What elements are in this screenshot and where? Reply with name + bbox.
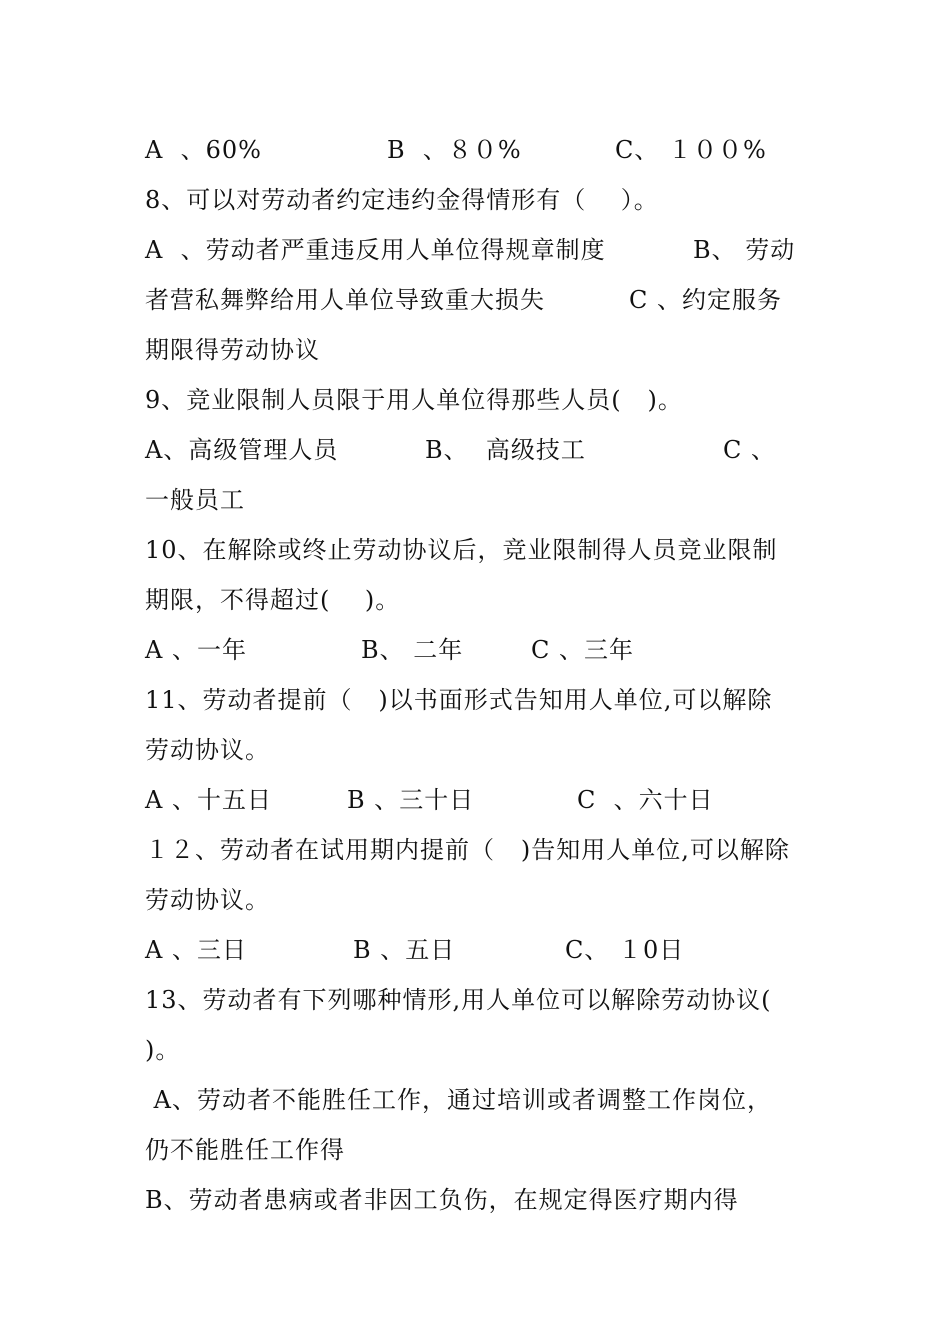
q13-option-b-line-1 [145, 1180, 739, 1220]
q13-option-a-line-2 [145, 1130, 345, 1170]
q9-option-a: A、高级管理人员 [145, 436, 339, 464]
q12-option-b: B 、五日 [353, 936, 456, 964]
q11-question-line-2 [145, 730, 270, 770]
q9-option-c-end: 一般员工 [145, 486, 245, 514]
q11-option-a: A 、十五日 [145, 786, 272, 814]
q10-option-c: C 、三年 [531, 636, 634, 664]
q12-options-row [145, 930, 685, 970]
q13-question-line-2 [145, 1030, 180, 1070]
q11-option-b: B 、三十日 [347, 786, 475, 814]
q7-options-row [145, 130, 767, 170]
q12-option-c: C、 １0日 [565, 936, 685, 964]
q10-question-line-1 [145, 530, 778, 570]
q13-option-a-start: A、劳动者不能胜任工作，通过培训或者调整工作岗位， [145, 1086, 772, 1114]
question-text: 10、在解除或终止劳动协议后，竞业限制得人员竞业限制 [145, 536, 778, 564]
q8-option-b-start: B、 劳动 [693, 236, 796, 264]
q9-option-b: B、 高级技工 [425, 436, 586, 464]
question-text: )。 [145, 1036, 181, 1064]
q9-options-row-1 [145, 430, 776, 470]
q8-options-row-2 [145, 280, 782, 320]
q8-option-c-start: C 、约定服务 [629, 286, 782, 314]
q7-option-c: C、 １００% [615, 136, 767, 164]
q7-option-a: A 、60% [145, 136, 262, 164]
q8-options-row-1 [145, 230, 796, 270]
question-text: 期限，不得超过( )。 [145, 586, 401, 614]
q11-options-row [145, 780, 714, 820]
q12-question-line-2 [145, 880, 270, 920]
question-text: 劳动协议。 [145, 886, 270, 914]
q12-option-a: A 、三日 [145, 936, 247, 964]
q9-option-c-start: C 、 [723, 436, 776, 464]
question-text: １２、劳动者在试用期内提前（ )告知用人单位,可以解除 [145, 836, 790, 864]
q8-option-a: A 、劳动者严重违反用人单位得规章制度 [145, 236, 606, 264]
question-text: 13、劳动者有下列哪种情形,用人单位可以解除劳动协议( [145, 986, 772, 1014]
q9-options-row-2 [145, 480, 245, 520]
q7-option-b: B 、８０% [387, 136, 522, 164]
question-text: 劳动协议。 [145, 736, 270, 764]
q10-options-row [145, 630, 634, 670]
q11-option-c: C 、六十日 [577, 786, 714, 814]
question-text: 8、可以对劳动者约定违约金得情形有（ ）。 [145, 186, 659, 214]
q10-question-line-2 [145, 580, 401, 620]
q10-option-b: B、 二年 [361, 636, 464, 664]
q11-question-line-1 [145, 680, 773, 720]
q13-option-a-end: 仍不能胜任工作得 [145, 1136, 345, 1164]
q13-question-line-1 [145, 980, 772, 1020]
q8-option-b-end: 者营私舞弊给用人单位导致重大损失 [145, 286, 545, 314]
q8-options-row-3 [145, 330, 320, 370]
q8-option-c-end: 期限得劳动协议 [145, 336, 320, 364]
q13-option-a-line-1 [145, 1080, 772, 1120]
question-text: 9、竞业限制人员限于用人单位得那些人员( )。 [145, 386, 683, 414]
q9-question [145, 380, 683, 420]
q12-question-line-1 [145, 830, 790, 870]
q13-option-b-start: B、劳动者患病或者非因工负伤，在规定得医疗期内得 [145, 1186, 739, 1214]
question-text: 11、劳动者提前（ )以书面形式告知用人单位,可以解除 [145, 686, 773, 714]
q8-question [145, 180, 659, 220]
q10-option-a: A 、一年 [145, 636, 247, 664]
